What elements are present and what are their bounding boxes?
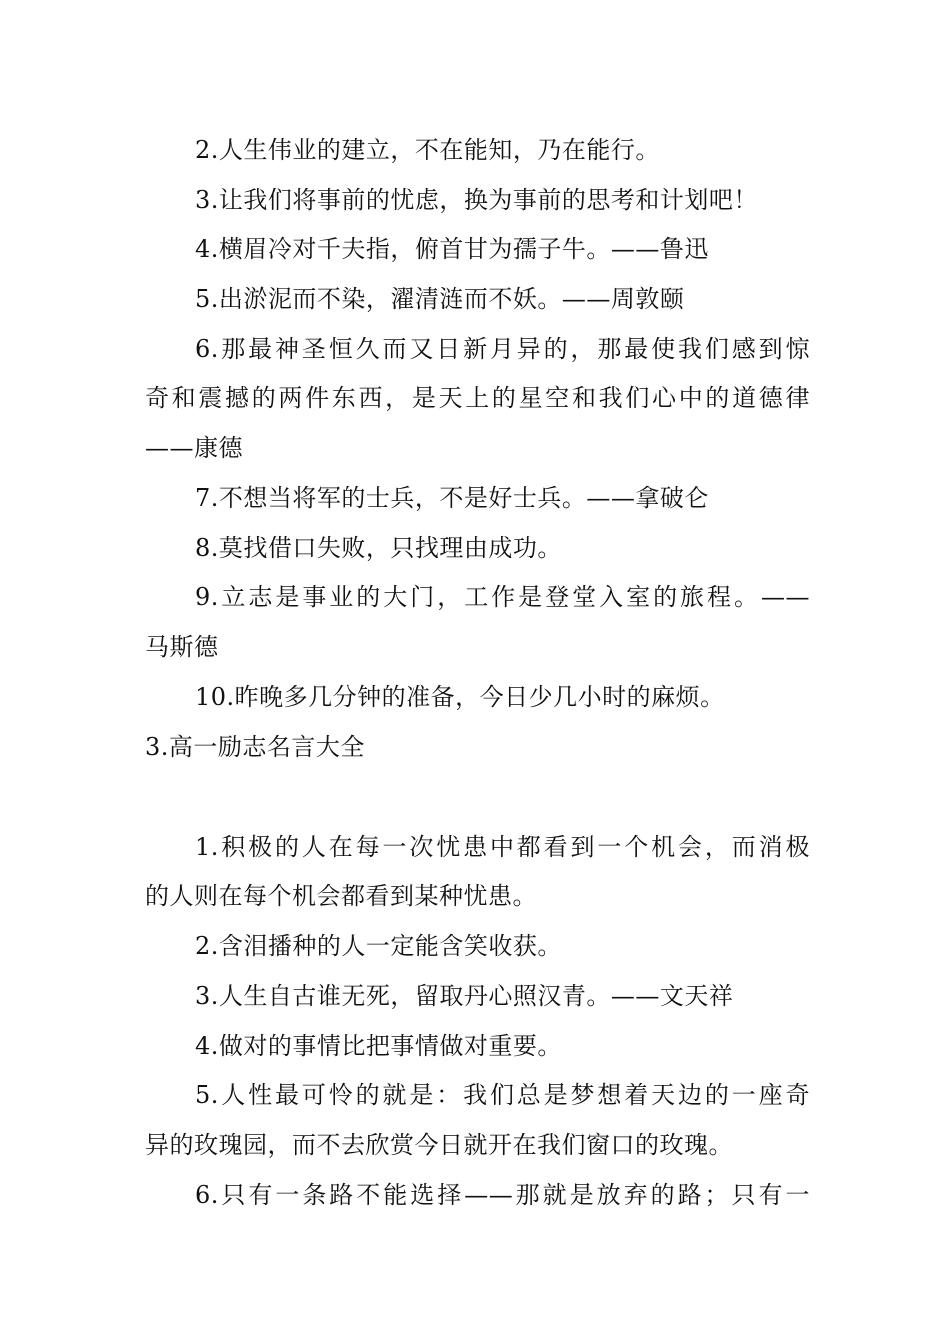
quote-7-line-1: 7.不想当将军的士兵，不是好士兵。——拿破仑 xyxy=(195,484,709,512)
quote-6-line-1: 6.那最神圣恒久而又日新月异的，那最使我们感到惊 xyxy=(195,335,810,363)
quote-s2-6-line-1: 6.只有一条路不能选择——那就是放弃的路；只有一 xyxy=(195,1181,810,1209)
quote-2-line-1: 2.人生伟业的建立，不在能知，乃在能行。 xyxy=(195,136,660,164)
quote-s2-3-line-1: 3.人生自古谁无死，留取丹心照汉青。——文天祥 xyxy=(195,982,734,1010)
quote-s2-5-line-1: 5.人性最可怜的就是：我们总是梦想着天边的一座奇 xyxy=(195,1081,810,1109)
quote-s2-2-line-1: 2.含泪播种的人一定能含笑收获。 xyxy=(195,932,562,960)
quote-s2-1-line-1: 1.积极的人在每一次忧患中都看到一个机会，而消极 xyxy=(195,833,810,861)
quote-s2-5-line-2: 异的玫瑰园，而不去欣赏今日就开在我们窗口的玫瑰。 xyxy=(145,1131,733,1159)
section-heading: 3.高一励志名言大全 xyxy=(145,733,365,761)
quote-6-line-3: ——康德 xyxy=(145,434,243,462)
quote-4-line-1: 4.横眉冷对千夫指，俯首甘为孺子牛。——鲁迅 xyxy=(195,235,709,263)
quote-10-line-1: 10.昨晚多几分钟的准备，今日少几小时的麻烦。 xyxy=(195,683,725,711)
quote-9-line-2: 马斯德 xyxy=(145,633,219,661)
quote-9-line-1: 9.立志是事业的大门，工作是登堂入室的旅程。—— xyxy=(195,583,810,611)
quote-3-line-1: 3.让我们将事前的忧虑，换为事前的思考和计划吧！ xyxy=(195,186,758,214)
quote-s2-1-line-2: 的人则在每个机会都看到某种忧患。 xyxy=(145,882,537,910)
quote-6-line-2: 奇和震撼的两件东西，是天上的星空和我们心中的道德律 xyxy=(145,384,810,412)
quote-8-line-1: 8.莫找借口失败，只找理由成功。 xyxy=(195,534,562,562)
quote-5-line-1: 5.出淤泥而不染，濯清涟而不妖。——周敦颐 xyxy=(195,285,685,313)
quote-s2-4-line-1: 4.做对的事情比把事情做对重要。 xyxy=(195,1032,562,1060)
